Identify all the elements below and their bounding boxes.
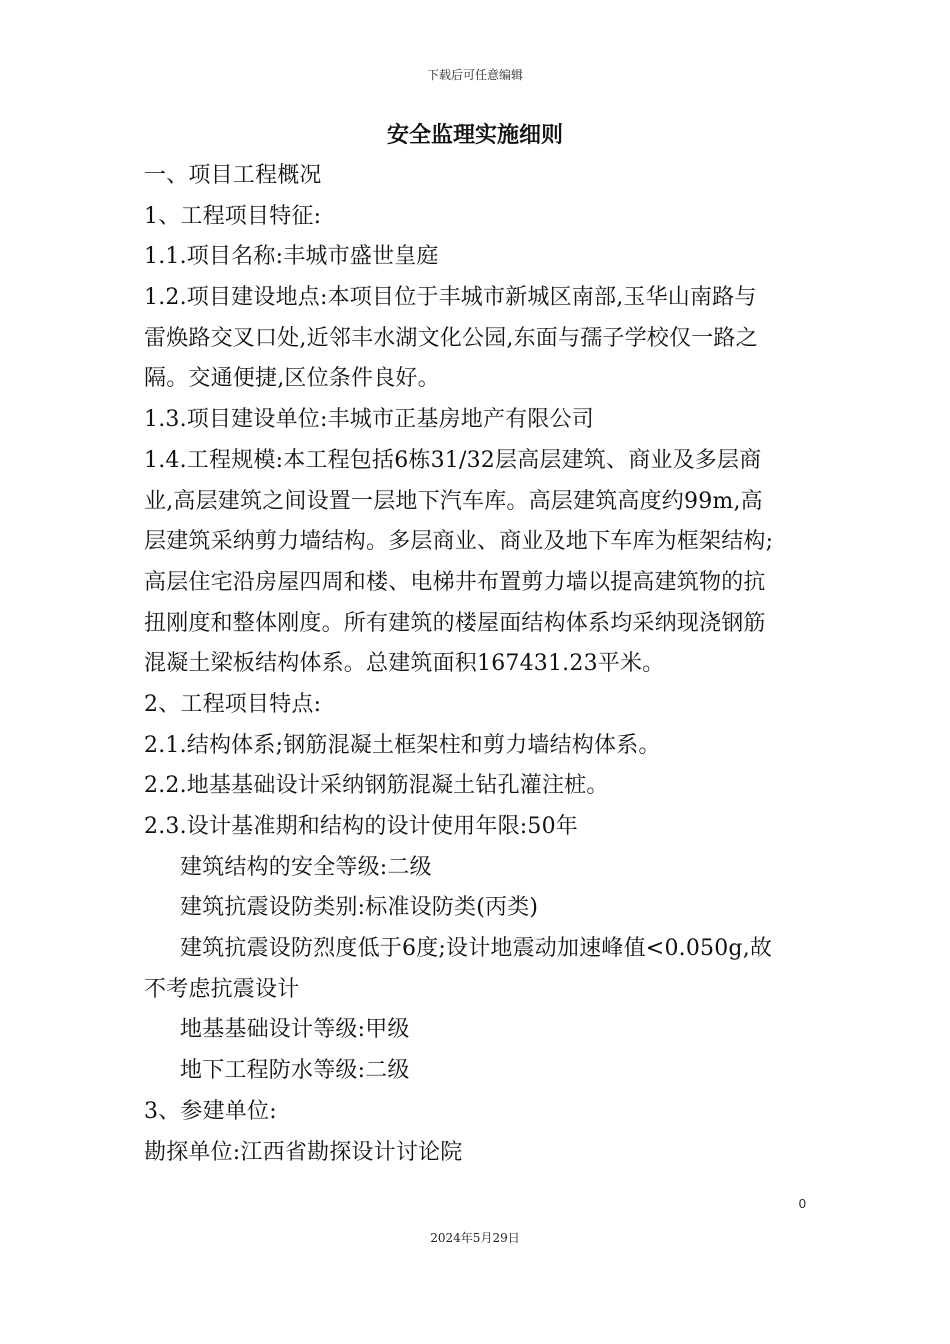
paragraph-line: 2.2.地基基础设计采纳钢筋混凝土钻孔灌注桩。: [144, 773, 609, 799]
subsection-heading-characteristics: 2、工程项目特点:: [144, 691, 322, 717]
footer-date: 2024年5月29日: [430, 1231, 520, 1245]
subsection-heading-participants: 3、参建单位:: [144, 1098, 277, 1124]
paragraph-line: 雷焕路交叉口处,近邻丰水湖文化公园,东面与孺子学校仅一路之: [144, 325, 758, 351]
section-heading-project-overview: 一、项目工程概况: [144, 163, 322, 188]
paragraph-line: 1.2.项目建设地点:本项目位于丰城市新城区南部,玉华山南路与: [144, 285, 757, 311]
indented-line: 建筑结构的安全等级:二级: [180, 854, 432, 880]
paragraph-line: 高层住宅沿房屋四周和楼、电梯井布置剪力墙以提高建筑物的抗: [144, 569, 766, 595]
indented-line: 地下工程防水等级:二级: [180, 1058, 410, 1084]
indented-line: 地基基础设计等级:甲级: [180, 1017, 410, 1043]
indented-line: 建筑抗震设防类别:标准设防类(丙类): [180, 895, 539, 921]
paragraph-line: 业,高层建筑之间设置一层地下汽车库。高层建筑高度约99m,高: [144, 488, 763, 514]
paragraph-line: 层建筑采纳剪力墙结构。多层商业、商业及地下车库为框架结构;: [144, 529, 774, 555]
document-body: [144, 156, 809, 1173]
paragraph-line: 1.1.项目名称:丰城市盛世皇庭: [144, 244, 439, 270]
paragraph-line: 不考虑抗震设计: [144, 976, 300, 1002]
paragraph-line: 1.4.工程规模:本工程包括6栋31/32层高层建筑、商业及多层商: [144, 447, 762, 473]
header-note: 下载后可任意编辑: [426, 68, 523, 82]
paragraph-line: 隔。交通便捷,区位条件良好。: [144, 366, 440, 392]
paragraph-line: 勘探单位:江西省勘探设计讨论院: [144, 1139, 463, 1165]
paragraph-line: 混凝土梁板结构体系。总建筑面积167431.23平米。: [144, 651, 665, 677]
document-title: 安全监理实施细则: [386, 123, 563, 148]
paragraph-line: 2.3.设计基准期和结构的设计使用年限:50年: [144, 814, 578, 839]
paragraph-line: 2.1.结构体系;钢筋混凝土框架柱和剪力墙结构体系。: [144, 732, 661, 758]
subsection-heading-features: 1、工程项目特征:: [144, 203, 322, 229]
page-number: 0: [798, 1196, 806, 1211]
paragraph-line: 1.3.项目建设单位:丰城市正基房地产有限公司: [144, 407, 594, 433]
paragraph-line: 扭刚度和整体刚度。所有建筑的楼屋面结构体系均采纳现浇钢筋: [144, 610, 766, 636]
indented-line: 建筑抗震设防烈度低于6度;设计地震动加速峰值<0.050g,故: [180, 936, 773, 962]
